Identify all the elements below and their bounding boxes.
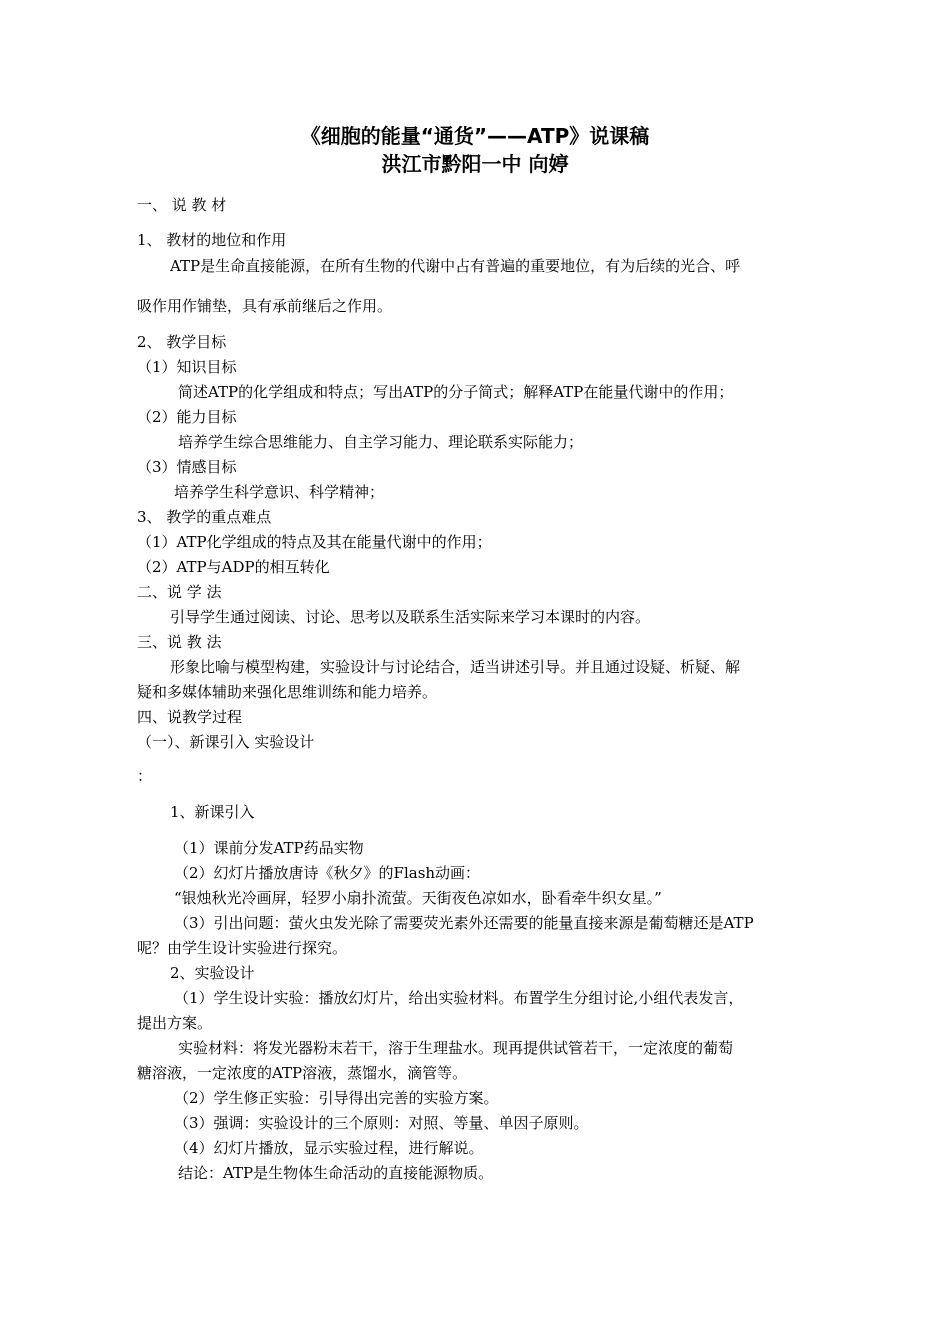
paragraph-line: ATP是生命直接能源，在所有生物的代谢中占有普遍的重要地位，有为后续的光合、呼	[170, 257, 741, 275]
section-heading: 一、 说 教 材	[137, 196, 227, 214]
paragraph-line: 提出方案。	[137, 1014, 213, 1032]
section-heading: 三、说 教 法	[137, 633, 222, 651]
paragraph-line: （3）强调：实验设计的三个原则：对照、等量、单因子原则。	[174, 1114, 589, 1132]
paragraph-line: 简述ATP的化学组成和特点；写出ATP的分子简式；解释ATP在能量代谢中的作用；	[178, 383, 734, 401]
author-line: 洪江市黔阳一中 向婷	[381, 152, 569, 176]
item-heading: （2）能力目标	[137, 408, 237, 426]
paragraph-line: 形象比喻与模型构建，实验设计与讨论结合，适当讲述引导。并且通过设疑、析疑、解	[170, 658, 741, 676]
paragraph-line: （1）学生设计实验：播放幻灯片，给出实验材料。布置学生分组讨论,小组代表发言，	[174, 989, 744, 1007]
paragraph-line: 呢？由学生设计实验进行探究。	[137, 939, 348, 957]
item-heading: （1）知识目标	[137, 358, 237, 376]
subsection-heading: 3、 教学的重点难点	[137, 508, 272, 526]
paragraph-line: 结论：ATP是生物体生命活动的直接能源物质。	[178, 1164, 494, 1182]
paragraph-line: ：	[137, 767, 153, 785]
paragraph-line: “银烛秋光冷画屏，轻罗小扇扑流萤。天街夜色凉如水，卧看牵牛织女星。”	[174, 889, 662, 907]
subsection-heading: 2、实验设计	[170, 964, 255, 982]
paragraph-line: （2）ATP与ADP的相互转化	[137, 558, 330, 576]
paragraph-line: （3）引出问题：萤火虫发光除了需要荧光素外还需要的能量直接来源是葡萄糖还是ATP	[174, 914, 754, 932]
section-heading: 二、说 学 法	[137, 583, 222, 601]
subsection-heading: 2、 教学目标	[137, 333, 227, 351]
document-title: 《细胞的能量“通货”——ATP》说课稿	[300, 124, 650, 148]
item-heading: （3）情感目标	[137, 458, 237, 476]
paragraph-line: 吸作用作铺垫，具有承前继后之作用。	[137, 297, 393, 315]
paragraph-line: （1）ATP化学组成的特点及其在能量代谢中的作用；	[137, 533, 492, 551]
paragraph-line: （4）幻灯片播放，显示实验过程，进行解说。	[174, 1139, 484, 1157]
paragraph-line: （2）幻灯片播放唐诗《秋夕》的Flash动画：	[174, 864, 481, 882]
paragraph-line: 实验材料：将发光器粉末若干，溶于生理盐水。现再提供试管若干，一定浓度的葡萄	[178, 1039, 734, 1057]
paragraph-line: （2）学生修正实验：引导得出完善的实验方案。	[174, 1089, 499, 1107]
paragraph-line: 糖溶液，一定浓度的ATP溶液，蒸馏水，滴管等。	[137, 1064, 468, 1082]
subsection-heading: （一）、新课引入 实验设计	[137, 733, 315, 751]
subsection-heading: 1、新课引入	[170, 803, 255, 821]
paragraph-line: （1）课前分发ATP药品实物	[174, 839, 364, 857]
paragraph-line: 培养学生综合思维能力、自主学习能力、理论联系实际能力；	[178, 433, 584, 451]
paragraph-line: 疑和多媒体辅助来强化思维训练和能力培养。	[137, 683, 438, 701]
paragraph-line: 引导学生通过阅读、讨论、思考以及联系生活实际来学习本课时的内容。	[170, 608, 651, 626]
section-heading: 四、说教学过程	[137, 708, 243, 726]
subsection-heading: 1、 教材的地位和作用	[137, 231, 287, 249]
paragraph-line: 培养学生科学意识、科学精神；	[174, 483, 385, 501]
